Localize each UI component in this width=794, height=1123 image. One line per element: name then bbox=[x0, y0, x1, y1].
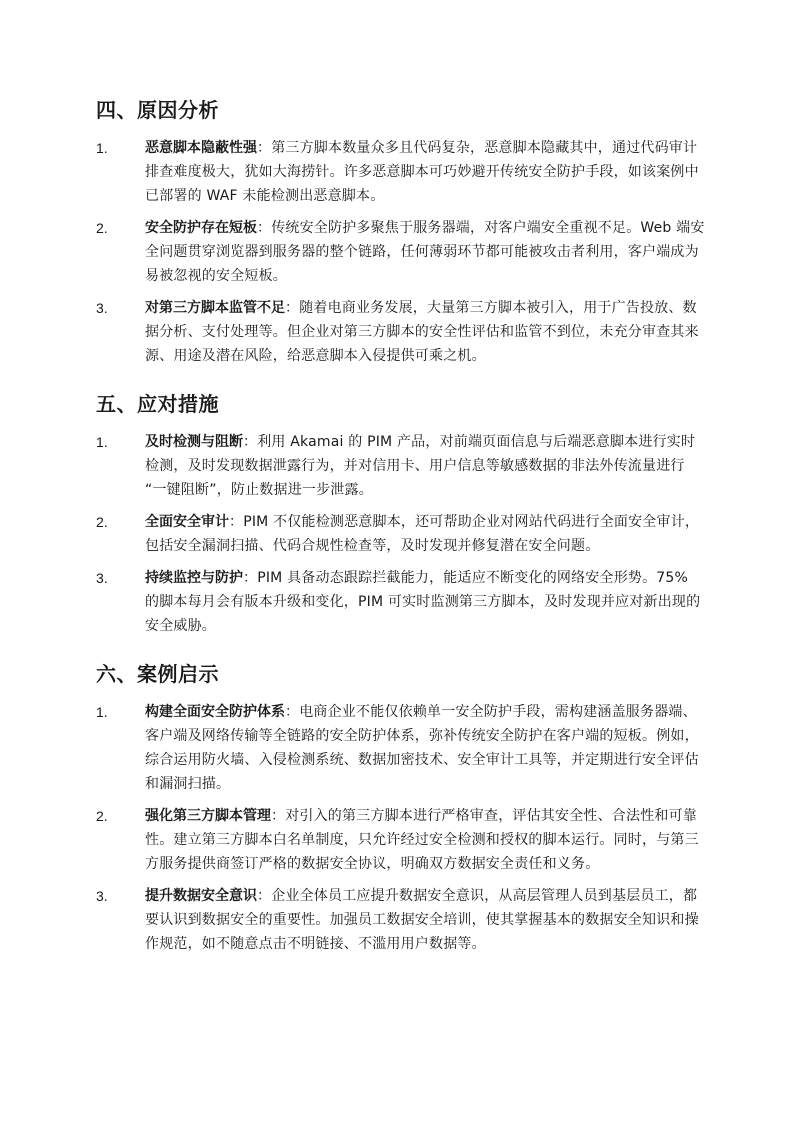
item-text: ：传统安全防护多聚焦于服务器端，对客户端安全重视不足。Web 端安全问题贯穿浏览器到服务器的整个链路，任何薄弱环节都可能被攻击者利用，客户端成为易被忽视的安全短板。 bbox=[145, 220, 705, 284]
section-heading: 五、应对措施 bbox=[96, 392, 219, 416]
countermeasure-list bbox=[96, 430, 706, 638]
list-item bbox=[96, 804, 706, 876]
section-case-insights bbox=[96, 660, 706, 964]
list-item bbox=[96, 700, 706, 796]
item-title: 恶意脚本隐蔽性强 bbox=[145, 140, 257, 156]
item-text: ：PIM 不仅能检测恶意脚本，还可帮助企业对网站代码进行全面安全审计，包括安全漏洞扫描、代码合规性检查等，及时发现并修复潜在安全问题。 bbox=[145, 514, 700, 554]
item-text: ：利用 Akamai 的 PIM 产品，对前端页面信息与后端恶意脚本进行实时检测，及时发现数据泄露行为，并对信用卡、用户信息等敏感数据的非法外传流量进行 “一键阻断”，防止数据进一步泄露。 bbox=[145, 434, 696, 498]
item-title: 提升数据安全意识 bbox=[145, 888, 257, 904]
item-number: 2. bbox=[96, 220, 108, 236]
insight-list bbox=[96, 700, 706, 956]
item-title: 持续监控与防护 bbox=[145, 570, 243, 586]
item-title: 强化第三方脚本管理 bbox=[145, 808, 271, 824]
item-text: ：PIM 具备动态跟踪拦截能力，能适应不断变化的网络安全形势。75% 的脚本每月会有版本升级和变化，PIM 可实时监测第三方脚本，及时发现并应对新出现的安全威胁。 bbox=[145, 570, 701, 634]
list-item bbox=[96, 884, 706, 956]
item-text: ：随着电商业务发展，大量第三方脚本被引入，用于广告投放、数据分析、支付处理等。但企业对第三方脚本的安全性评估和监管不到位，未充分审查其来源、用途及潜在风险，给恶意脚本入侵提供可乘之机。 bbox=[145, 300, 699, 364]
item-number: 1. bbox=[96, 140, 108, 156]
item-text: ：第三方脚本数量众多且代码复杂，恶意脚本隐藏其中，通过代码审计排查难度极大，犹如大海捞针。许多恶意脚本可巧妙避开传统安全防护手段，如该案例中已部署的 WAF 未能检测出恶意脚本。 bbox=[145, 140, 699, 204]
item-text: ：企业全体员工应提升数据安全意识，从高层管理人员到基层员工，都要认识到数据安全的重要性。加强员工数据安全培训，使其掌握基本的数据安全知识和操作规范，如不随意点击不明链接、不滥用用户数据等。 bbox=[145, 888, 699, 952]
item-number: 2. bbox=[96, 808, 108, 824]
item-number: 3. bbox=[96, 300, 108, 316]
item-number: 1. bbox=[96, 704, 108, 720]
item-title: 构建全面安全防护体系 bbox=[145, 704, 285, 720]
item-number: 2. bbox=[96, 514, 108, 530]
section-heading: 六、案例启示 bbox=[96, 662, 219, 686]
list-item bbox=[96, 296, 706, 368]
cause-list bbox=[96, 136, 706, 368]
section-countermeasures bbox=[96, 390, 706, 646]
item-text: ：对引入的第三方脚本进行严格审查，评估其安全性、合法性和可靠性。建立第三方脚本白名单制度，只允许经过安全检测和授权的脚本运行。同时，与第三方服务提供商签订严格的数据安全协议，明确双方数据安全责任和义务。 bbox=[145, 808, 699, 872]
item-number: 3. bbox=[96, 570, 108, 586]
list-item bbox=[96, 430, 706, 502]
list-item bbox=[96, 510, 706, 558]
list-item bbox=[96, 216, 706, 288]
item-title: 全面安全审计 bbox=[145, 514, 229, 530]
item-number: 1. bbox=[96, 434, 108, 450]
item-title: 安全防护存在短板 bbox=[145, 220, 257, 236]
section-heading: 四、原因分析 bbox=[96, 98, 219, 122]
list-item bbox=[96, 566, 706, 638]
item-text: ：电商企业不能仅依赖单一安全防护手段，需构建涵盖服务器端、客户端及网络传输等全链路的安全防护体系，弥补传统安全防护在客户端的短板。例如，综合运用防火墙、入侵检测系统、数据加密技术、安全审计工具等，并定期进行安全评估和漏洞扫描。 bbox=[145, 704, 699, 792]
section-cause-analysis bbox=[96, 96, 706, 376]
list-item bbox=[96, 136, 706, 208]
item-title: 及时检测与阻断 bbox=[145, 434, 243, 450]
item-number: 3. bbox=[96, 888, 108, 904]
item-title: 对第三方脚本监管不足 bbox=[145, 300, 285, 316]
